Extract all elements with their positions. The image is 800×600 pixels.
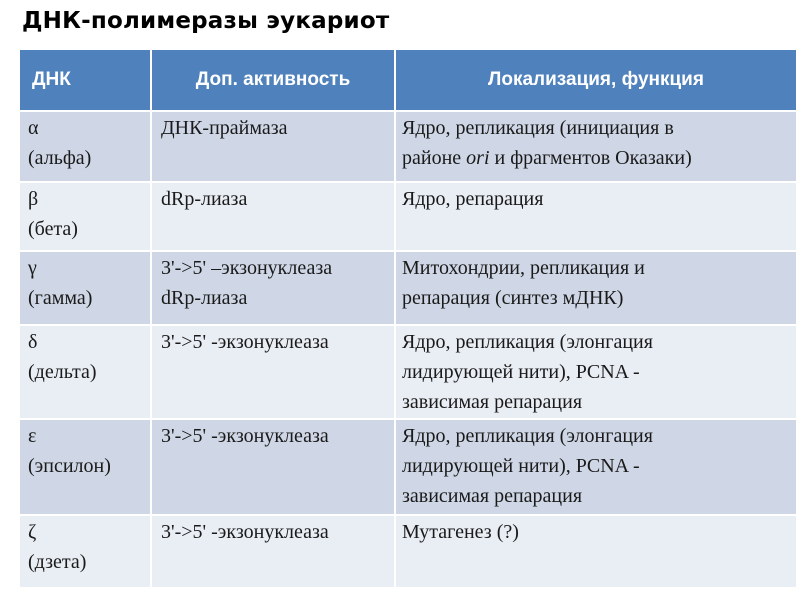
activity-line: 3'->5' -экзонуклеаза [161, 331, 329, 353]
greek-letter: δ [28, 331, 38, 353]
activity-line: ДНК-праймаза [161, 117, 288, 139]
cell-activity [151, 325, 395, 419]
cell-localization [395, 111, 796, 182]
table-row [20, 182, 796, 251]
polymerase-name: (гамма) [28, 287, 93, 309]
polymerase-name: (дельта) [28, 361, 97, 383]
polymerase-name: (альфа) [28, 147, 92, 169]
cell-dna [20, 419, 151, 515]
localization-line: лидирующей нити), PCNA - [402, 455, 640, 477]
cell-localization [395, 251, 796, 325]
cell-localization [395, 419, 796, 515]
localization-text: и фрагментов Оказаки) [489, 147, 692, 169]
greek-letter: β [28, 188, 39, 210]
cell-activity [151, 182, 395, 251]
activity-line: dRp-лиаза [161, 287, 248, 309]
ori-term: ori [466, 147, 490, 169]
localization-line: лидирующей нити), PCNA - [402, 361, 640, 383]
greek-letter: γ [28, 257, 37, 279]
activity-line: dRp-лиаза [161, 188, 248, 210]
localization-line: Ядро, репликация (элонгация [402, 425, 653, 447]
localization-line: Мутагенез (?) [402, 521, 519, 543]
table-row [20, 419, 796, 515]
greek-letter: α [28, 117, 39, 139]
table-row [20, 251, 796, 325]
localization-line: Ядро, репликация (элонгация [402, 331, 653, 353]
header-localization: Локализация, функция [395, 50, 796, 111]
cell-activity [151, 111, 395, 182]
cell-dna [20, 182, 151, 251]
localization-line: Митохондрии, репликация и [402, 257, 645, 279]
cell-activity [151, 419, 395, 515]
localization-line: зависимая репарация [402, 485, 583, 507]
activity-line: 3'->5' -экзонуклеаза [161, 521, 329, 543]
cell-dna [20, 515, 151, 587]
polymerase-name: (дзета) [28, 551, 87, 573]
localization-line: Ядро, репарация [402, 188, 544, 210]
cell-localization [395, 515, 796, 587]
polymerase-table [20, 50, 796, 587]
cell-dna [20, 111, 151, 182]
cell-dna [20, 325, 151, 419]
cell-activity [151, 251, 395, 325]
activity-line: 3'->5' –экзонуклеаза [161, 257, 333, 279]
table-row [20, 515, 796, 587]
localization-line [402, 143, 790, 173]
activity-line: 3'->5' -экзонуклеаза [161, 425, 329, 447]
localization-line: репарация (синтез мДНК) [402, 287, 624, 309]
table-row [20, 325, 796, 419]
cell-localization [395, 325, 796, 419]
polymerase-name: (эпсилон) [28, 455, 111, 477]
cell-activity [151, 515, 395, 587]
table-row [20, 111, 796, 182]
header-activity: Доп. активность [151, 50, 395, 111]
localization-line: Ядро, репликация (инициация в [402, 117, 674, 139]
table-header-row [20, 50, 796, 111]
polymerase-name: (бета) [28, 218, 78, 240]
page-title: ДНК-полимеразы эукариот [22, 8, 390, 34]
localization-line: зависимая репарация [402, 391, 583, 413]
greek-letter: ζ [28, 521, 37, 543]
header-dna: ДНК [20, 50, 151, 111]
localization-text: районе [402, 147, 467, 169]
cell-dna [20, 251, 151, 325]
greek-letter: ε [28, 425, 37, 447]
cell-localization [395, 182, 796, 251]
